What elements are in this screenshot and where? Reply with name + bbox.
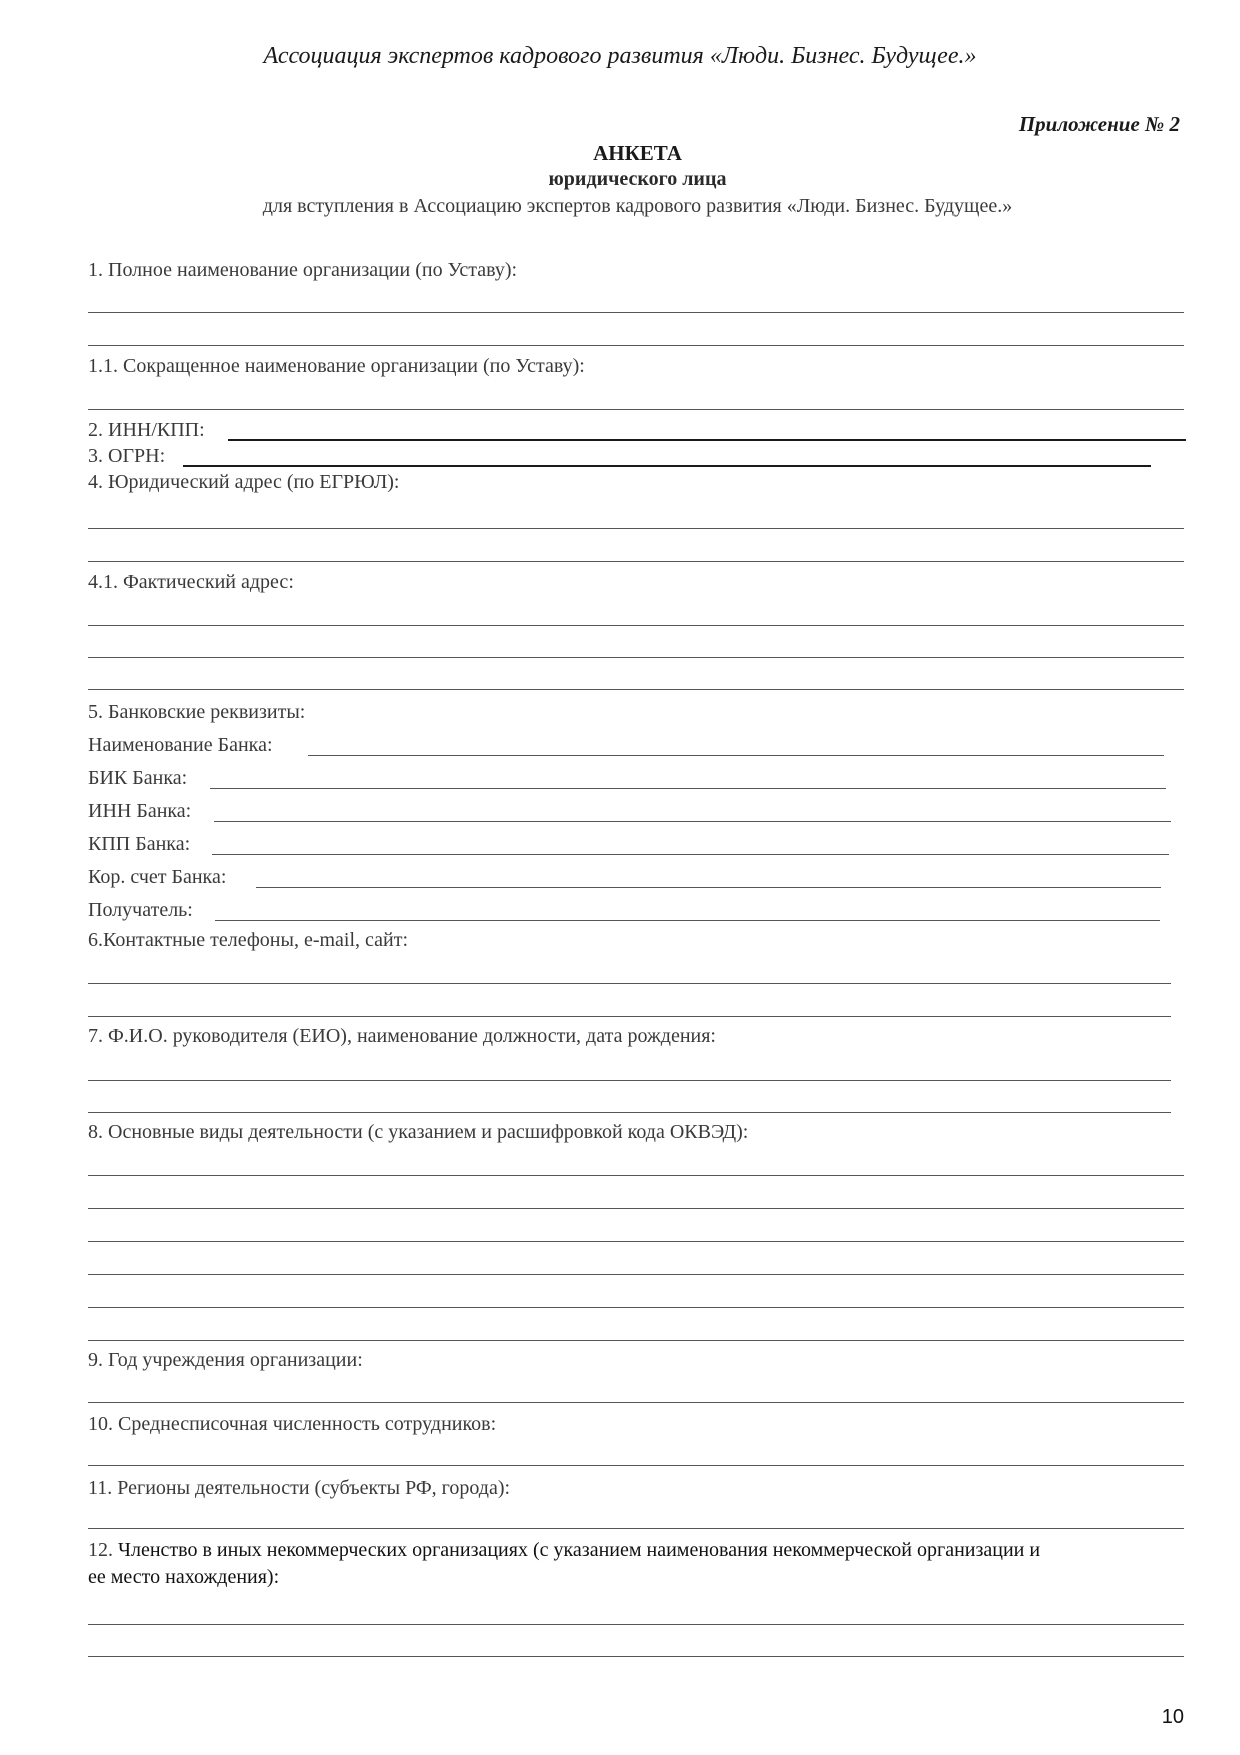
answer-line-q8-4[interactable] [88, 1274, 1184, 1275]
question-9-label: 9. Год учреждения организации: [88, 1349, 363, 1371]
answer-line-q12-2[interactable] [88, 1656, 1184, 1657]
bank-kpp-label: КПП Банка: [88, 833, 191, 855]
answer-line-q4-1-1[interactable] [88, 625, 1184, 626]
answer-line-q10[interactable] [88, 1465, 1184, 1466]
bank-name-label: Наименование Банка: [88, 734, 273, 756]
answer-line-q2[interactable] [228, 439, 1186, 441]
question-12-text-continued: ее место нахождения): [88, 1566, 280, 1588]
answer-line-q8-3[interactable] [88, 1241, 1184, 1242]
answer-line-q9[interactable] [88, 1402, 1184, 1403]
answer-line-q7-2[interactable] [88, 1112, 1171, 1113]
bank-recipient-label: Получатель: [88, 899, 193, 921]
answer-line-q4-1-3[interactable] [88, 689, 1184, 690]
question-10-label: 10. Среднесписочная численность сотрудников: [88, 1413, 497, 1435]
answer-line-q8-1[interactable] [88, 1175, 1184, 1176]
answer-line-q4-1[interactable] [88, 528, 1184, 529]
question-12-text: Членство в иных некоммерческих организациях (с указанием наименования некоммерческой организации и [118, 1539, 1041, 1561]
bank-bik-label: БИК Банка: [88, 767, 188, 789]
question-1-label: 1. Полное наименование организации (по Уставу): [88, 259, 518, 281]
answer-line-q7-1[interactable] [88, 1080, 1171, 1081]
answer-line-q6-2[interactable] [88, 1016, 1171, 1017]
bank-corr-account-label: Кор. счет Банка: [88, 866, 227, 888]
answer-line-q8-2[interactable] [88, 1208, 1184, 1209]
answer-line-q1-2[interactable] [88, 345, 1184, 346]
question-2-label: 2. ИНН/КПП: [88, 419, 205, 441]
page-number: 10 [1161, 1706, 1184, 1728]
bank-name-line[interactable] [308, 755, 1164, 756]
organization-header: Ассоциация экспертов кадрового развития «Люди. Бизнес. Будущее.» [263, 43, 977, 69]
form-title: АНКЕТА [593, 141, 682, 165]
answer-line-q11[interactable] [88, 1528, 1184, 1529]
answer-line-q8-5[interactable] [88, 1307, 1184, 1308]
question-5-label: 5. Банковские реквизиты: [88, 701, 306, 723]
bank-kpp-line[interactable] [212, 854, 1169, 855]
question-8-label: 8. Основные виды деятельности (с указанием и расшифровкой кода ОКВЭД): [88, 1121, 749, 1143]
question-1-1-label: 1.1. Сокращенное наименование организации (по Уставу): [88, 355, 585, 377]
answer-line-q4-1-2[interactable] [88, 657, 1184, 658]
bank-inn-label: ИНН Банка: [88, 800, 192, 822]
answer-line-q12-1[interactable] [88, 1624, 1184, 1625]
question-3-label: 3. ОГРН: [88, 445, 166, 467]
answer-line-q1-1-1[interactable] [88, 409, 1184, 410]
question-6-label: 6.Контактные телефоны, e-mail, сайт: [88, 929, 409, 951]
form-subtitle: юридического лица [548, 168, 727, 190]
bank-inn-line[interactable] [214, 821, 1171, 822]
answer-line-q1-1[interactable] [88, 312, 1184, 313]
bank-recipient-line[interactable] [215, 920, 1160, 921]
annex-label: Приложение № 2 [1018, 112, 1180, 136]
answer-line-q6-1[interactable] [88, 983, 1171, 984]
question-12-label [88, 1538, 1040, 1562]
question-4-label: 4. Юридический адрес (по ЕГРЮЛ): [88, 471, 400, 493]
form-purpose: для вступления в Ассоциацию экспертов кадрового развития «Люди. Бизнес. Будущее.» [262, 195, 1013, 217]
answer-line-q4-2[interactable] [88, 561, 1184, 562]
question-11-label: 11. Регионы деятельности (субъекты РФ, города): [88, 1477, 511, 1499]
question-4-1-label: 4.1. Фактический адрес: [88, 571, 294, 593]
answer-line-q8-6[interactable] [88, 1340, 1184, 1341]
bank-corr-account-line[interactable] [256, 887, 1161, 888]
question-12-number: 12. [88, 1539, 118, 1561]
answer-line-q3[interactable] [183, 465, 1151, 467]
question-7-label: 7. Ф.И.О. руководителя (ЕИО), наименование должности, дата рождения: [88, 1025, 716, 1047]
bank-bik-line[interactable] [210, 788, 1166, 789]
